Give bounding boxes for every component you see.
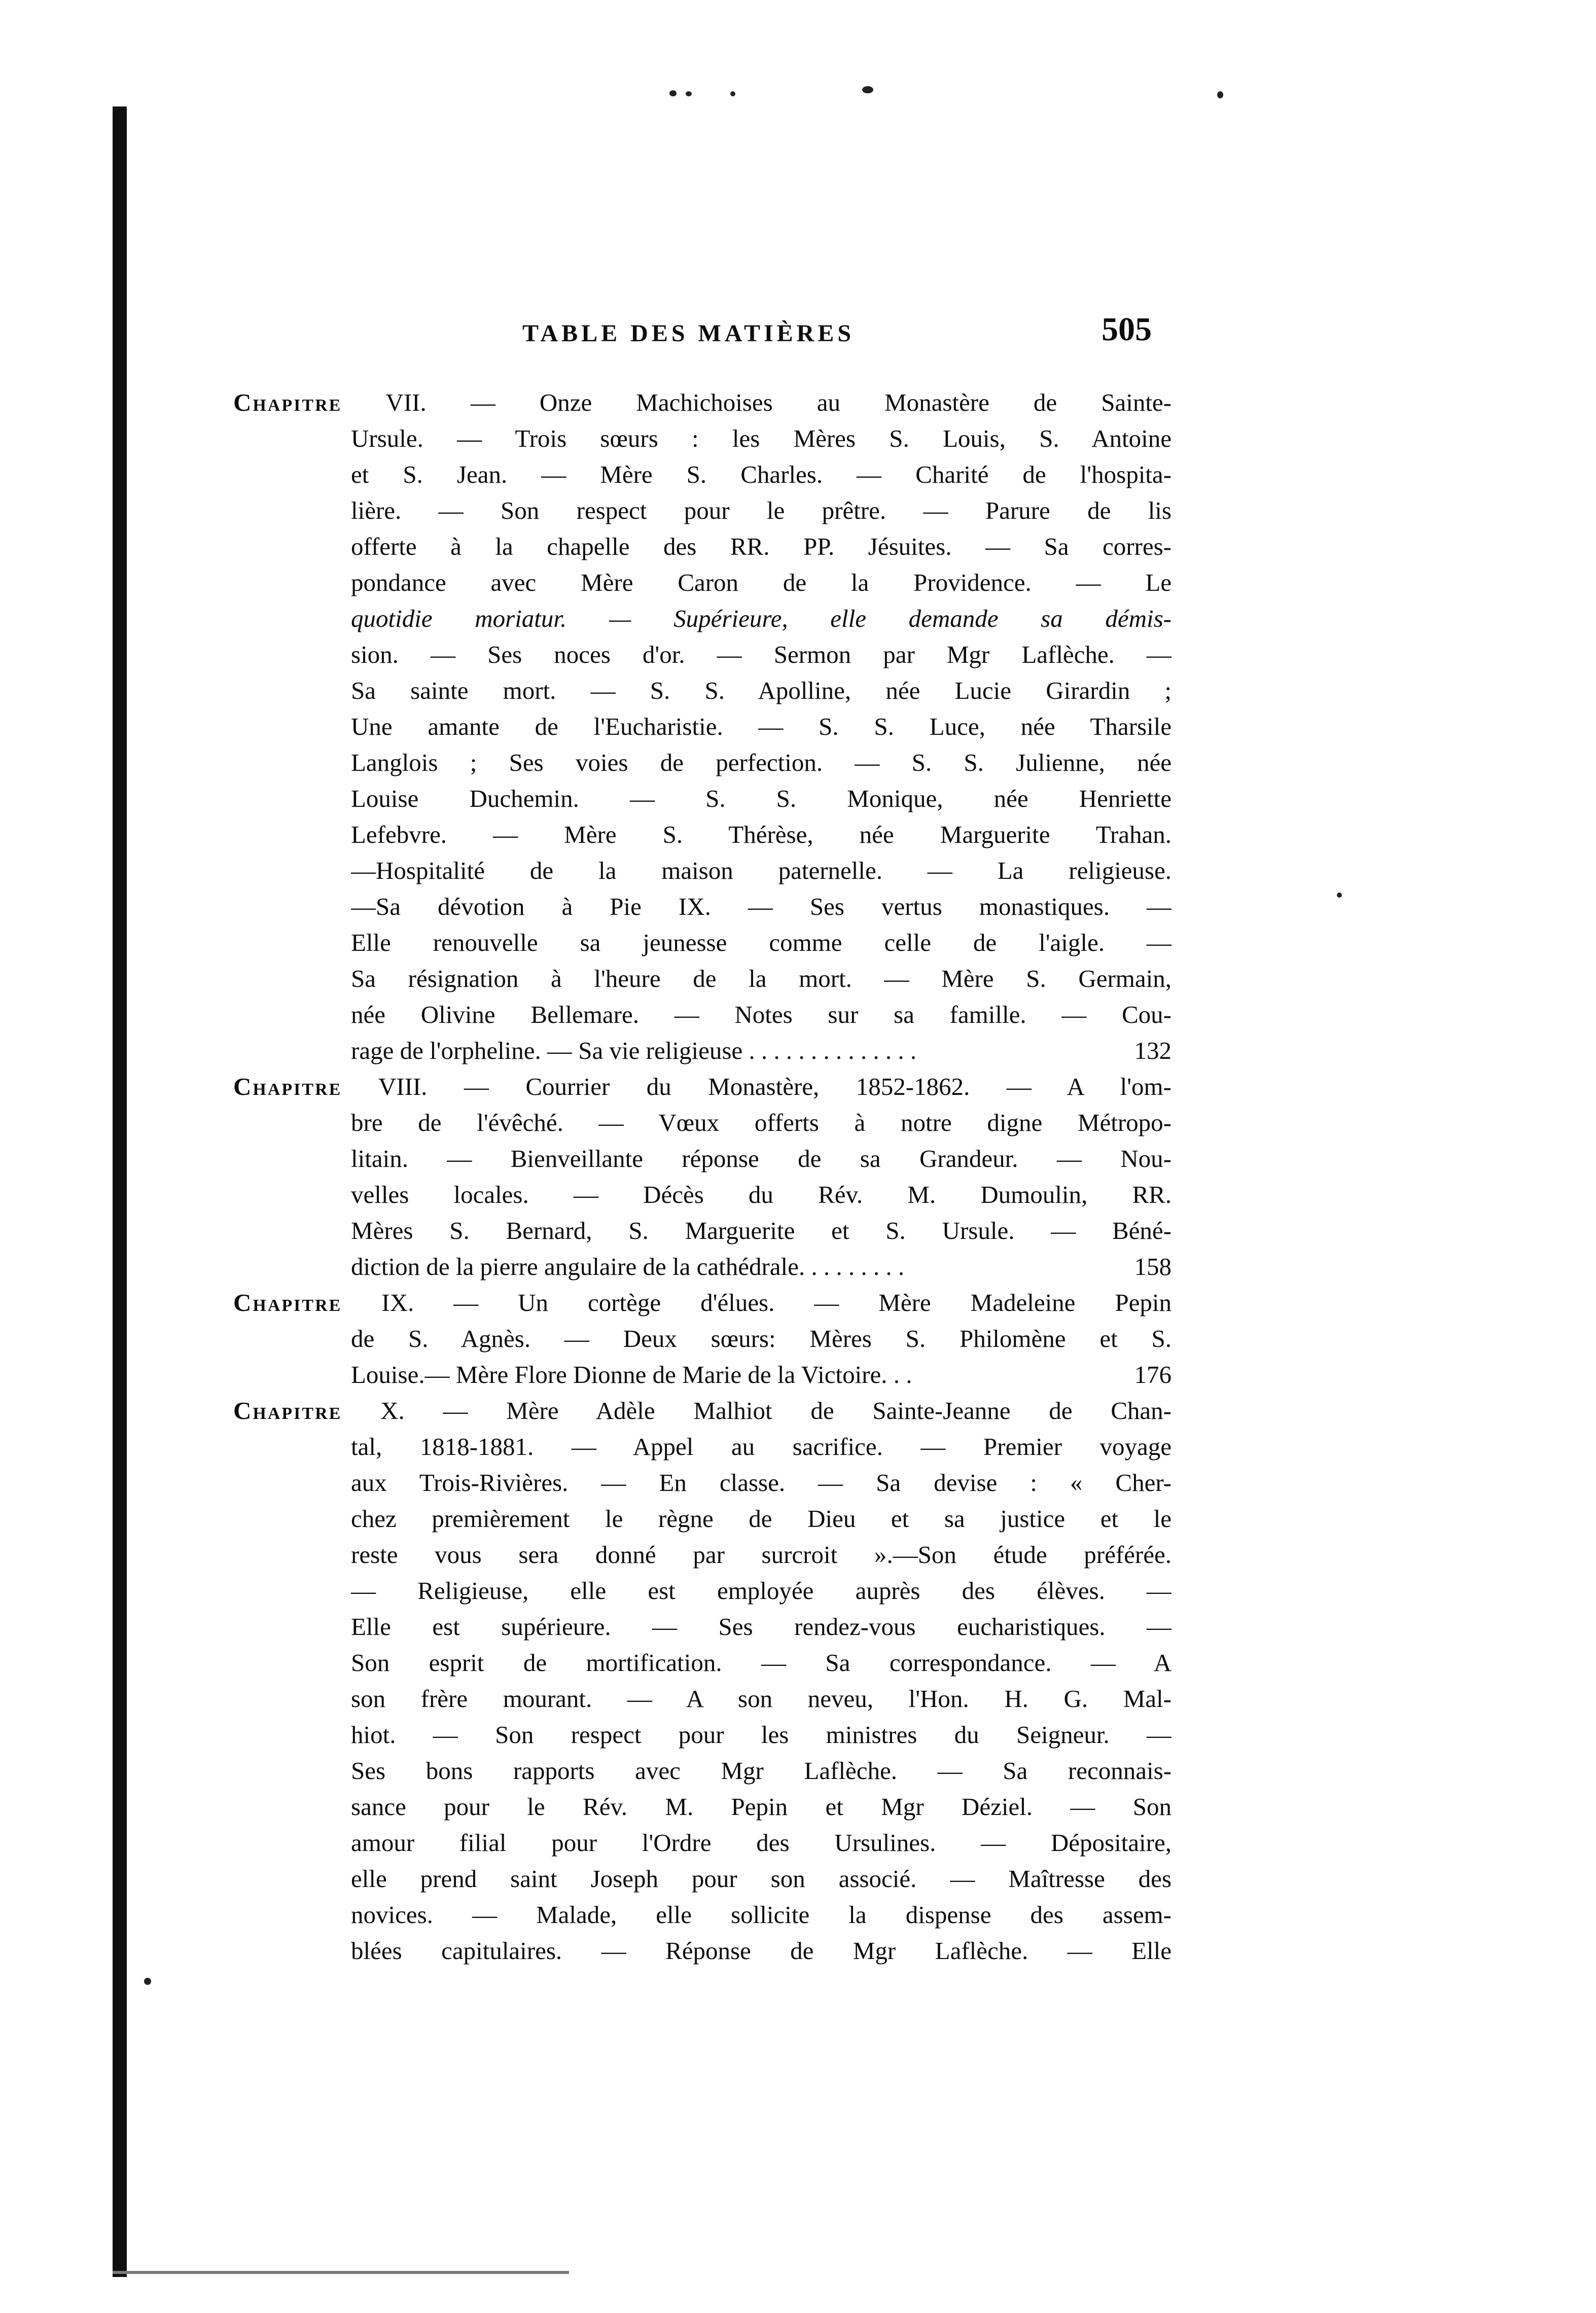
scan-speck xyxy=(1337,893,1342,898)
toc-line: Louise.— Mère Flore Dionne de Marie de la Victoire. . . xyxy=(351,1361,912,1389)
toc-line: Chapitre VIII. — Courrier du Monastère, 1852-1862. — A l'om- xyxy=(233,1073,1172,1100)
toc-line: —Sa dévotion à Pie IX. — Ses vertus monastiques. — xyxy=(351,893,1172,920)
scan-speck xyxy=(730,91,735,96)
scan-speck xyxy=(144,1978,151,1985)
scan-speck xyxy=(1217,91,1223,98)
toc-line: son frère mourant. — A son neveu, l'Hon. H. G. Mal- xyxy=(351,1685,1172,1713)
toc-line: Elle renouvelle sa jeunesse comme celle de l'aigle. — xyxy=(351,929,1172,956)
toc-line: Son esprit de mortification. — Sa correspondance. — A xyxy=(351,1649,1172,1677)
toc-line: litain. — Bienveillante réponse de sa Grandeur. — Nou- xyxy=(351,1145,1172,1172)
toc-line: offerte à la chapelle des RR. PP. Jésuites. — Sa corres- xyxy=(351,532,1172,560)
toc-entry-chapter-9 xyxy=(233,1285,1172,1393)
toc-line: Mères S. Bernard, S. Marguerite et S. Ursule. — Béné- xyxy=(351,1217,1172,1244)
table-of-contents xyxy=(233,384,1172,1969)
toc-line: amour filial pour l'Ordre des Ursulines. — Dépositaire, xyxy=(351,1829,1172,1857)
toc-line: Ursule. — Trois sœurs : les Mères S. Louis, S. Antoine xyxy=(351,424,1172,452)
toc-entry-chapter-8 xyxy=(233,1069,1172,1285)
toc-line: bre de l'évêché. — Vœux offerts à notre digne Métropo- xyxy=(351,1109,1172,1136)
toc-line: sion. — Ses noces d'or. — Sermon par Mgr Laflèche. — xyxy=(351,640,1172,668)
toc-line: elle prend saint Joseph pour son associé. — Maîtresse des xyxy=(351,1865,1172,1893)
toc-final-line xyxy=(233,1249,1172,1285)
scan-speck xyxy=(686,91,692,96)
toc-line: et S. Jean. — Mère S. Charles. — Charité de l'hospita- xyxy=(351,460,1172,488)
toc-line: pondance avec Mère Caron de la Providence. — Le xyxy=(351,568,1172,596)
toc-line: hiot. — Son respect pour les ministres du Seigneur. — xyxy=(351,1721,1172,1749)
toc-line: aux Trois-Rivières. — En classe. — Sa devise : « Cher- xyxy=(351,1469,1172,1497)
toc-line: Chapitre X. — Mère Adèle Malhiot de Sainte-Jeanne de Chan- xyxy=(233,1397,1172,1425)
page-header xyxy=(0,310,1596,356)
toc-line: novices. — Malade, elle sollicite la dispense des assem- xyxy=(351,1901,1172,1929)
running-title: TABLE DES MATIÈRES xyxy=(522,320,855,347)
entry-page-number: 158 xyxy=(1134,1253,1172,1280)
toc-line: Elle est supérieure. — Ses rendez-vous eucharistiques. — xyxy=(351,1613,1172,1641)
scan-speck xyxy=(669,90,677,96)
scan-speck xyxy=(862,86,873,93)
toc-line: Une amante de l'Eucharistie. — S. S. Luce, née Tharsile xyxy=(351,713,1172,740)
toc-final-line xyxy=(233,1357,1172,1393)
toc-line: velles locales. — Décès du Rév. M. Dumoulin, RR. xyxy=(351,1181,1172,1208)
toc-line: Louise Duchemin. — S. S. Monique, née Henriette xyxy=(351,785,1172,812)
toc-line: Lefebvre. — Mère S. Thérèse, née Marguerite Trahan. xyxy=(351,821,1172,848)
chapter-label: Chapitre xyxy=(233,1397,342,1425)
toc-line: reste vous sera donné par surcroit ».—Son étude préférée. xyxy=(351,1541,1172,1569)
toc-line: Chapitre VII. — Onze Machichoises au Monastère de Sainte- xyxy=(233,388,1172,416)
chapter-label: Chapitre xyxy=(233,1073,342,1100)
toc-line: sance pour le Rév. M. Pepin et Mgr Déziel. — Son xyxy=(351,1793,1172,1821)
binding-edge xyxy=(113,106,127,2277)
toc-line: blées capitulaires. — Réponse de Mgr Laflèche. — Elle xyxy=(351,1937,1172,1965)
toc-final-line xyxy=(233,1033,1172,1069)
toc-entry-chapter-10 xyxy=(233,1393,1172,1969)
toc-line: Chapitre IX. — Un cortège d'élues. — Mère Madeleine Pepin xyxy=(233,1289,1172,1316)
toc-line: Sa résignation à l'heure de la mort. — Mère S. Germain, xyxy=(351,965,1172,992)
entry-page-number: 132 xyxy=(1134,1037,1172,1064)
toc-line: Langlois ; Ses voies de perfection. — S. S. Julienne, née xyxy=(351,749,1172,776)
toc-line: de S. Agnès. — Deux sœurs: Mères S. Philomène et S. xyxy=(351,1325,1172,1353)
chapter-label: Chapitre xyxy=(233,1289,342,1316)
toc-line: Sa sainte mort. — S. S. Apolline, née Lucie Girardin ; xyxy=(351,677,1172,704)
toc-line: — Religieuse, elle est employée auprès des élèves. — xyxy=(351,1577,1172,1605)
toc-line: rage de l'orpheline. — Sa vie religieuse . . . . . . . . . . . . . . xyxy=(351,1037,917,1064)
entry-page-number: 176 xyxy=(1134,1361,1172,1389)
toc-line: Ses bons rapports avec Mgr Laflèche. — Sa reconnais- xyxy=(351,1757,1172,1785)
scan-border xyxy=(113,2271,569,2274)
toc-line: quotidie moriatur. — Supérieure, elle demande sa démis- xyxy=(351,604,1172,632)
toc-line: tal, 1818-1881. — Appel au sacrifice. — Premier voyage xyxy=(351,1433,1172,1461)
toc-entry-chapter-7 xyxy=(233,384,1172,1069)
chapter-label: Chapitre xyxy=(233,388,342,416)
toc-line: —Hospitalité de la maison paternelle. — La religieuse. xyxy=(351,857,1172,884)
page-number: 505 xyxy=(1102,311,1152,348)
toc-line: diction de la pierre angulaire de la cathédrale. . . . . . . . . xyxy=(351,1253,905,1280)
toc-line: chez premièrement le règne de Dieu et sa justice et le xyxy=(351,1505,1172,1533)
toc-line: lière. — Son respect pour le prêtre. — Parure de lis xyxy=(351,496,1172,524)
toc-line: née Olivine Bellemare. — Notes sur sa famille. — Cou- xyxy=(351,1001,1172,1028)
